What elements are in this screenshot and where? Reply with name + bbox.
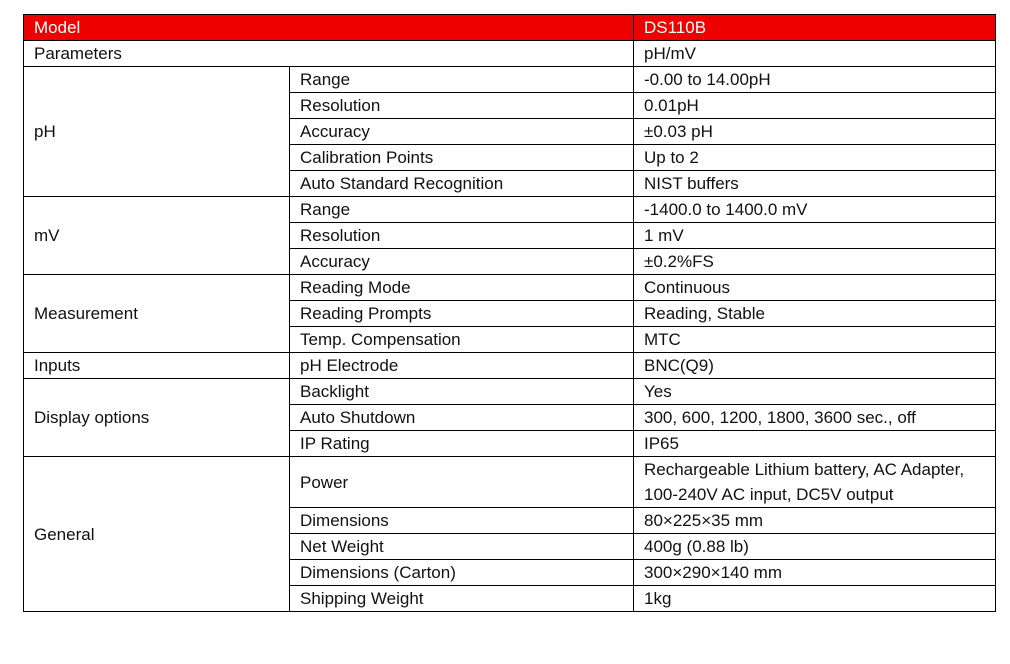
param-value: 80×225×35 mm xyxy=(634,508,996,534)
param-name: Auto Standard Recognition xyxy=(290,171,634,197)
param-value: 1 mV xyxy=(634,223,996,249)
param-value: -1400.0 to 1400.0 mV xyxy=(634,197,996,223)
param-value: 0.01pH xyxy=(634,93,996,119)
param-name: IP Rating xyxy=(290,431,634,457)
group-label-ph: pH xyxy=(24,67,290,197)
param-value: Continuous xyxy=(634,275,996,301)
param-name: pH Electrode xyxy=(290,353,634,379)
parameters-label: Parameters xyxy=(24,41,634,67)
param-name: Resolution xyxy=(290,93,634,119)
param-name: Reading Mode xyxy=(290,275,634,301)
param-name: Reading Prompts xyxy=(290,301,634,327)
spec-sheet xyxy=(23,14,995,612)
table-row xyxy=(24,457,996,508)
model-value: DS110B xyxy=(634,15,996,41)
spec-table xyxy=(23,14,996,612)
param-value: 300×290×140 mm xyxy=(634,560,996,586)
param-value: -0.00 to 14.00pH xyxy=(634,67,996,93)
param-value: ±0.2%FS xyxy=(634,249,996,275)
model-label: Model xyxy=(24,15,634,41)
param-value: 1kg xyxy=(634,586,996,612)
param-value: Rechargeable Lithium battery, AC Adapter, 100-240V AC input, DC5V output xyxy=(634,457,996,508)
param-name: Resolution xyxy=(290,223,634,249)
param-name: Backlight xyxy=(290,379,634,405)
param-name: Range xyxy=(290,67,634,93)
param-value: ±0.03 pH xyxy=(634,119,996,145)
param-name: Shipping Weight xyxy=(290,586,634,612)
param-name: Accuracy xyxy=(290,249,634,275)
parameters-row xyxy=(24,41,996,67)
param-name: Range xyxy=(290,197,634,223)
table-row xyxy=(24,379,996,405)
param-name: Dimensions (Carton) xyxy=(290,560,634,586)
param-name: Calibration Points xyxy=(290,145,634,171)
param-name: Auto Shutdown xyxy=(290,405,634,431)
param-value: Reading, Stable xyxy=(634,301,996,327)
group-label-general: General xyxy=(24,457,290,612)
table-row xyxy=(24,197,996,223)
param-name: Temp. Compensation xyxy=(290,327,634,353)
param-name: Dimensions xyxy=(290,508,634,534)
param-value: NIST buffers xyxy=(634,171,996,197)
param-value: Yes xyxy=(634,379,996,405)
param-value: 400g (0.88 lb) xyxy=(634,534,996,560)
header-row xyxy=(24,15,996,41)
group-label-display-options: Display options xyxy=(24,379,290,457)
group-label-mv: mV xyxy=(24,197,290,275)
param-name: Net Weight xyxy=(290,534,634,560)
parameters-value: pH/mV xyxy=(634,41,996,67)
param-value: Up to 2 xyxy=(634,145,996,171)
param-name: Power xyxy=(290,457,634,508)
group-label-measurement: Measurement xyxy=(24,275,290,353)
param-value: MTC xyxy=(634,327,996,353)
table-row xyxy=(24,67,996,93)
param-name: Accuracy xyxy=(290,119,634,145)
table-row xyxy=(24,275,996,301)
param-value: IP65 xyxy=(634,431,996,457)
group-label-inputs: Inputs xyxy=(24,353,290,379)
param-value: 300, 600, 1200, 1800, 3600 sec., off xyxy=(634,405,996,431)
param-value: BNC(Q9) xyxy=(634,353,996,379)
table-row xyxy=(24,353,996,379)
